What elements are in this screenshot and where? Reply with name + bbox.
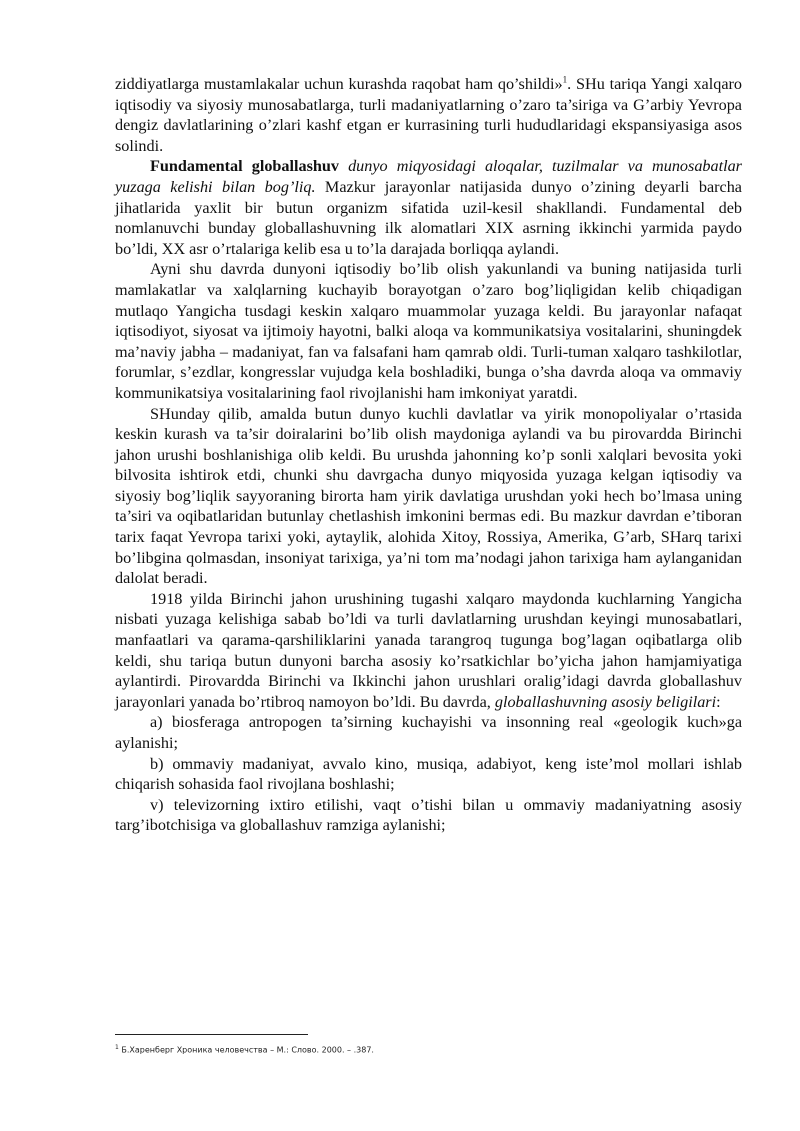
footnote-number: 1 [115,1044,119,1051]
list-item: b) ommaviy madaniyat, avvalo kino, musiqa, adabiyot, keng iste’mol mollari ishlab chiqarish sohasida faol rivojlana boshlashi; [115,754,742,794]
footnote-text: Б.Харенберг Хроника человечства – М.: Слово. 2000. – .387. [118,1045,374,1055]
italic-phrase: globallashuvning asosiy beligilari [494,692,717,711]
list-item: v) televizorning ixtiro etilishi, vaqt o’tishi bilan u ommaviy madaniyatning asosiy targ’ibotchisiga va globallashuv ramziga aylanishi; [115,795,742,835]
list-item: a) biosferaga antropogen ta’sirning kuchayishi va insonning real «geologik kuch»ga aylanishi; [115,713,742,752]
footnote [115,1042,742,1057]
footnote-reference[interactable]: 1 [562,74,568,85]
document-body [115,74,742,836]
italic-phrase: dunyo miqyosidagi aloqalar, tuzilmalar va munosabatlar yuzaga kelishi bilan bog’liq. [115,157,742,196]
paragraph: Ayni shu davrda dunyoni iqtisodiy bo’lib olish yakunlandi va buning natijasida turli mamlakatlar va xalqlarning kuchayib borayotgan o’zaro bog’liqligidan kelib chiqadigan mutlaqo Yangicha tusdagi keskin xalqaro muammolar yuzaga keldi. Bu jarayonlar nafaqat iqtisodiyot, siyosat va ijtimoiy hayotni, balki aloqa va kommunikatsiya vositalarini, shuningdek ma’naviy jabha – madaniyat, fan va falsafani ham qamrab oldi. Turli-tuman xalqaro tashkilotlar, forumlar, s’ezdlar, kongresslar vujudga kela boshladiki, bunga o’sha davrda aloqa va ommaviy kommunikatsiya vositalarining faol rivojlanishi ham imkoniyat yaratdi. [115,260,742,402]
paragraph: SHunday qilib, amalda butun dunyo kuchli davlatlar va yirik monopoliyalar o’rtasida keskin kurash va ta’sir doiralarini bo’lib olish maydoniga aylandi va bu pirovardda Birinchi jahon urushi boshlanishiga olib keldi. Bu urushda jahonning ko’p sonli xalqlari bevosita yoki bilvosita ishtirok etdi, chunki shu davrgacha dunyo miqyosida yuzaga kelgan iqtisodiy va siyosiy bog’liqlik sayyoraning birorta ham yirik davlatiga urushdan yoki hech bo’lmasa uning ta’siri va oqibatlaridan butunlay chetlashish imkonini bermas edi. Bu mazkur davrdan e’tiboran tarix faqat Yevropa tarixi yoki, aytaylik, alohida Xitoy, Rossiya, Amerika, G’arb, SHarq tarixi bo’libgina qolmasdan, insoniyat tarixiga, ya’ni tom ma’nodagi jahon tarixiga ham aylanganidan dalolat beradi. [115,404,742,588]
paragraph: Fundamental globallashuv dunyo miqyosidagi aloqalar, tuzilmalar va munosabatlar yuzaga kelishi bilan bog’liq. Mazkur jarayonlar natijasida dunyo o’zining deyarli barcha jihatlarida yaxlit bir butun organizm sifatida uzil-kesil shakllandi. Fundamental deb nomlanuvchi bunday globallashuvning ilk alomatlari XIX asrning ikkinchi yarmida paydo bo’ldi, XX asr o’rtalariga kelib esa u to’la darajada borliqqa aylandi. [115,157,742,258]
bold-term: Fundamental globallashuv [150,157,339,176]
paragraph: ziddiyatlarga mustamlakalar uchun kurashda raqobat ham qo’shildi»$^1$. SHu tariqa Yangi xalqaro iqtisodiy va siyosiy munosabatlarga, turli madaniyatlarning o’zaro ta’siriga va G’arbiy Yevropa dengiz davlatlarining o’zlari kashf etgan er kurrasining turli hududlaridagi ekspansiyasiga asos solindi. [115,74,742,155]
paragraph: 1918 yilda Birinchi jahon urushining tugashi xalqaro maydonda kuchlarning Yangicha nisbati yuzaga kelishiga sabab bo’ldi va turli davlatlarning urushdan keyingi munosabatlari, manfaatlari va qarama-qarshiliklarini yanada tarangroq tugunga bog’lagan oqibatlarga olib keldi, shu tariqa butun dunyoni barcha asosiy ko’rsatkichlar bo’yicha jahon hamjamiyatiga aylantirdi. Pirovardda Birinchi va Ikkinchi jahon urushlari oralig’idagi davrda globallashuv jarayonlari yanada bo’rtibroq namoyon bo’ldi. Bu davrda, globallashuvning asosiy beligilari: [115,589,742,711]
footnote-divider [115,1034,308,1035]
